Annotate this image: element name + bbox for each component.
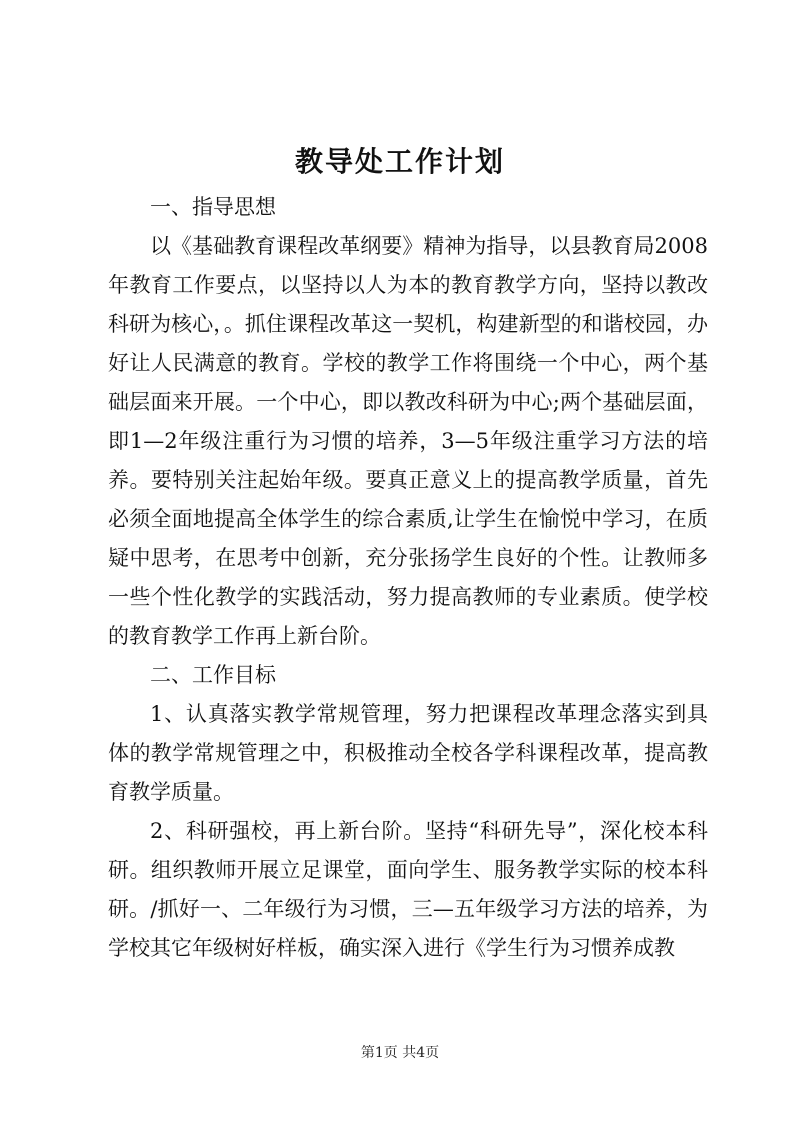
section-heading-guiding-ideology: 一、指导思想 xyxy=(150,195,276,219)
paragraph-goal-2: 2、科研强校，再上新台阶。坚持“科研先导”，深化校本科研。组织教师开展立足课堂，面向学生、服务教学实际的校本科研。/抓好一、二年级行为习惯，三—五年级学习方法的培养，为学校其它年级树好样板，确实深入进行《学生行为习惯养成教 xyxy=(108,819,708,960)
page-title: 教导处工作计划 xyxy=(294,145,505,178)
paragraph-guiding-ideology: 以《基础教育课程改革纲要》精神为指导，以县教育局2008年教育工作要点，以坚持以人为本的教育教学方向，坚持以教改科研为核心，。抓住课程改革这一契机，构建新型的和谐校园，办好让人民满意的教育。学校的教学工作将围绕一个中心，两个基础层面来开展。一个中心，即以教改科研为中心;两个基础层面，即1—2年级注重行为习惯的培养，3—5年级注重学习方法的培养。要特别关注起始年级。要真正意义上的提高教学质量，首先必须全面地提高全体学生的综合素质,让学生在愉悦中学习，在质疑中思考，在思考中创新，充分张扬学生良好的个性。让教师多一些个性化教学的实践活动，努力提高教师的专业素质。使学校的教育教学工作再上新台阶。 xyxy=(108,234,708,648)
document-body xyxy=(108,188,708,968)
page-footer: 第1页 共4页 xyxy=(360,1045,440,1061)
section-heading-work-goals: 二、工作目标 xyxy=(150,663,276,687)
paragraph-goal-1: 1、认真落实教学常规管理，努力把课程改革理念落实到具体的教学常规管理之中，积极推动全校各学科课程改革，提高教育教学质量。 xyxy=(108,702,708,804)
